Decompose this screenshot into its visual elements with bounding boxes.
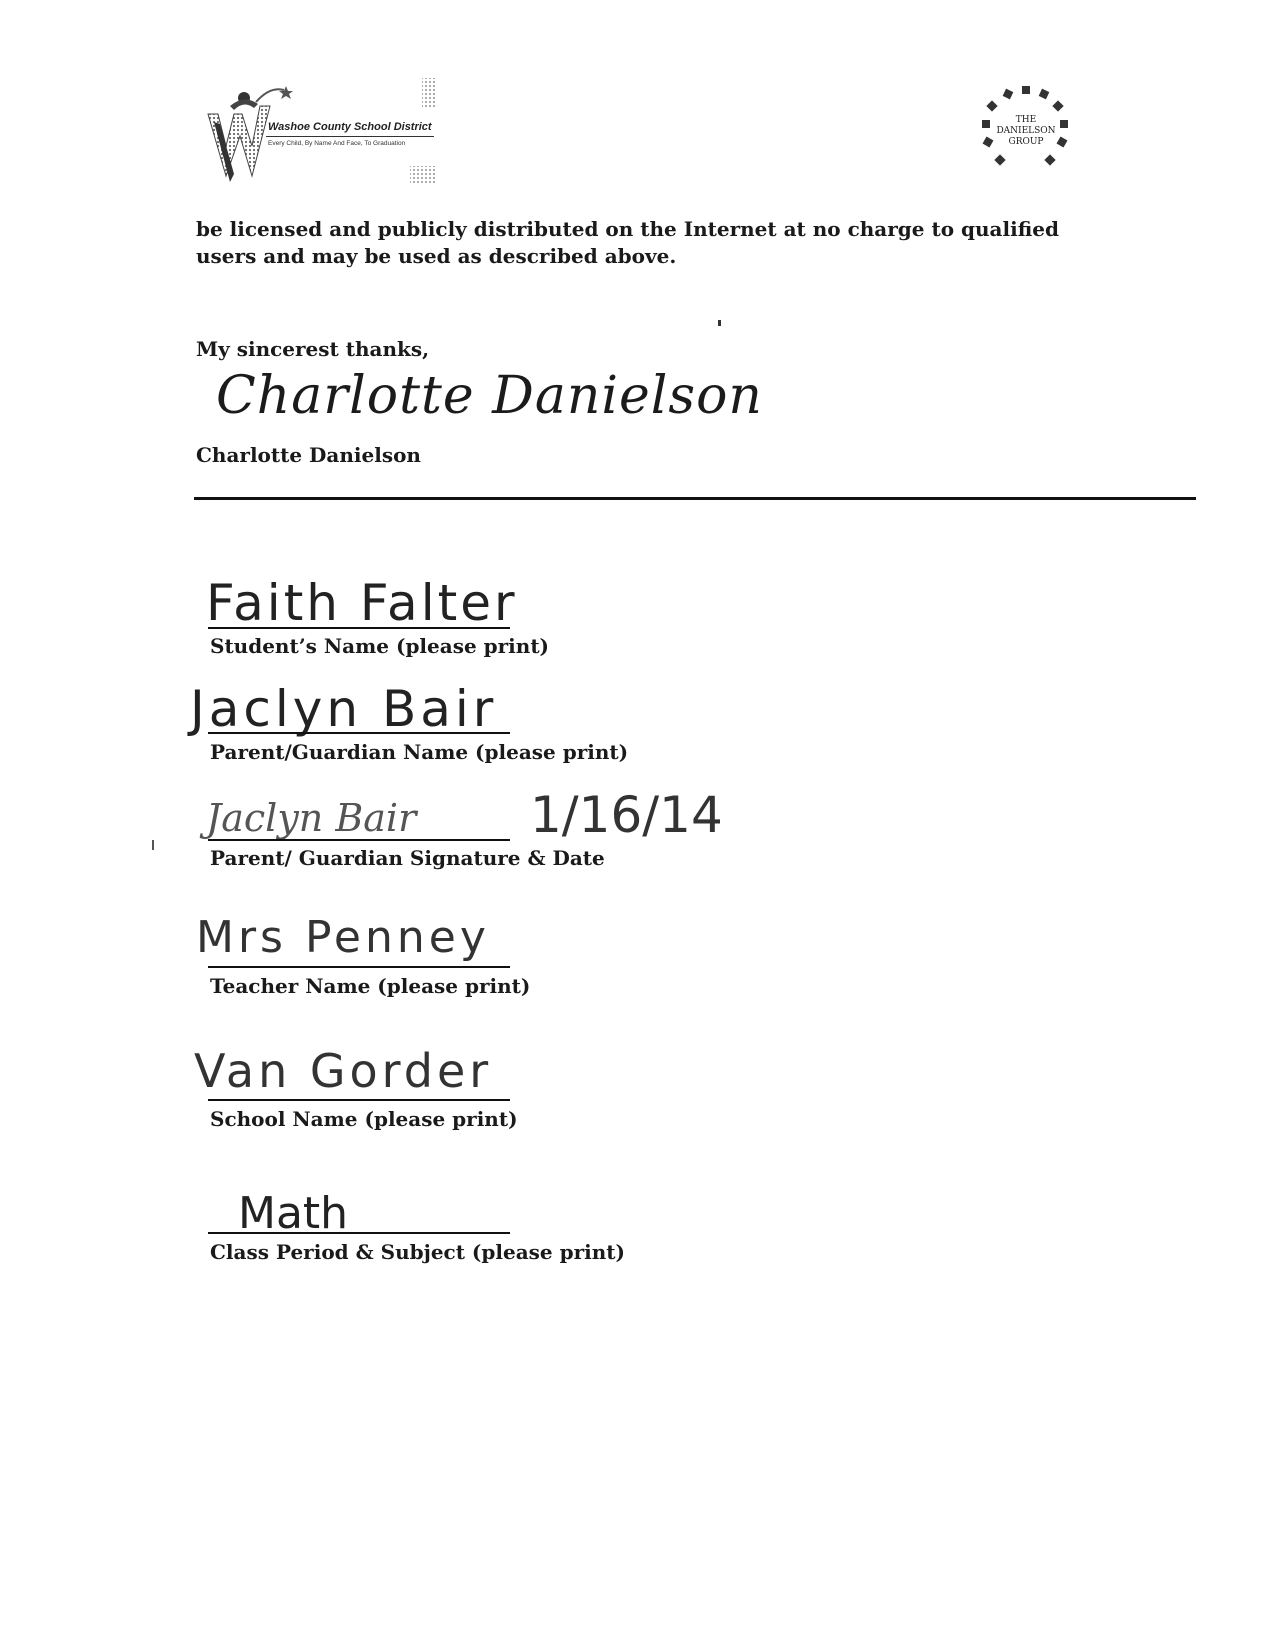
class-label: Class Period & Subject (please print) — [210, 1240, 625, 1264]
school-name-line — [208, 1099, 510, 1101]
parent-signature-value: Jaclyn Bair — [206, 796, 417, 840]
school-name-label: School Name (please print) — [210, 1107, 518, 1131]
danielson-logo-line3: GROUP — [1008, 137, 1044, 147]
district-name: Washoe County School District — [268, 121, 432, 133]
danielson-group-logo — [980, 84, 1072, 176]
class-value: Math — [238, 1188, 349, 1239]
teacher-name-value: Mrs Penney — [196, 912, 490, 963]
scan-speck — [152, 840, 154, 850]
class-line — [208, 1232, 510, 1234]
parent-date-value: 1/16/14 — [530, 786, 723, 844]
parent-signature-line — [208, 839, 510, 841]
section-divider — [194, 497, 1196, 500]
letter-closing: My sincerest thanks, — [196, 337, 430, 361]
danielson-logo-line2: DANIELSON — [996, 126, 1056, 136]
danielson-logo-line1: THE — [1015, 115, 1037, 125]
parent-signature-label: Parent/ Guardian Signature & Date — [210, 846, 605, 870]
district-divider — [266, 136, 434, 137]
signer-name: Charlotte Danielson — [196, 443, 421, 467]
student-name-line — [208, 627, 510, 629]
teacher-name-line — [208, 966, 510, 968]
parent-name-value: Jaclyn Bair — [190, 680, 498, 738]
student-name-value: Faith Falter — [206, 574, 518, 632]
teacher-name-label: Teacher Name (please print) — [210, 974, 531, 998]
parent-name-line — [208, 732, 510, 734]
letter-paragraph: be licensed and publicly distributed on the Internet at no charge to qualified users and may be used as described above. — [196, 217, 1059, 268]
scan-speck — [718, 320, 721, 326]
handwritten-signature: Charlotte Danielson — [216, 366, 763, 426]
district-tagline: Every Child, By Name And Face, To Graduation — [268, 140, 406, 147]
school-name-value: Van Gorder — [194, 1044, 493, 1098]
parent-name-label: Parent/Guardian Name (please print) — [210, 740, 629, 764]
student-name-label: Student’s Name (please print) — [210, 634, 550, 658]
